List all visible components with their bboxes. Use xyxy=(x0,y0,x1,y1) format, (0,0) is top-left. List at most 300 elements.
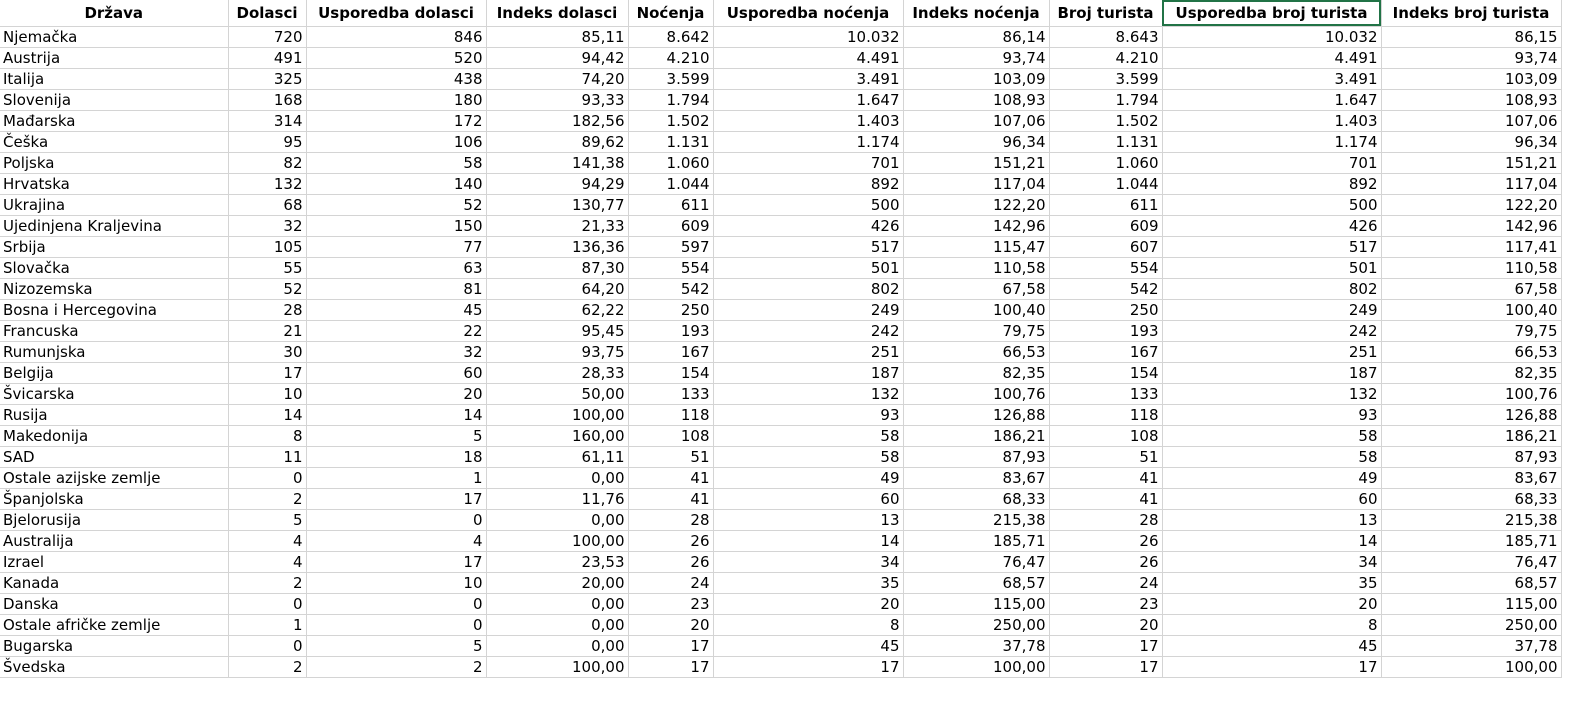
value-cell[interactable]: 11 xyxy=(228,446,306,467)
value-cell[interactable]: 1.794 xyxy=(1049,89,1162,110)
value-cell[interactable]: 517 xyxy=(1162,236,1381,257)
value-cell[interactable]: 94,42 xyxy=(486,47,628,68)
value-cell[interactable]: 117,41 xyxy=(1381,236,1561,257)
value-cell[interactable]: 607 xyxy=(1049,236,1162,257)
value-cell[interactable]: 126,88 xyxy=(1381,404,1561,425)
value-cell[interactable]: 426 xyxy=(713,215,903,236)
value-cell[interactable]: 23,53 xyxy=(486,551,628,572)
value-cell[interactable]: 249 xyxy=(713,299,903,320)
value-cell[interactable]: 21,33 xyxy=(486,215,628,236)
value-cell[interactable]: 4.210 xyxy=(1049,47,1162,68)
country-cell[interactable]: Slovenija xyxy=(0,89,228,110)
value-cell[interactable]: 100,40 xyxy=(1381,299,1561,320)
value-cell[interactable]: 242 xyxy=(1162,320,1381,341)
value-cell[interactable]: 82,35 xyxy=(903,362,1049,383)
value-cell[interactable]: 250 xyxy=(628,299,713,320)
value-cell[interactable]: 110,58 xyxy=(903,257,1049,278)
value-cell[interactable]: 17 xyxy=(228,362,306,383)
value-cell[interactable]: 20 xyxy=(628,614,713,635)
value-cell[interactable]: 67,58 xyxy=(1381,278,1561,299)
column-header[interactable]: Indeks broj turista xyxy=(1381,0,1561,26)
value-cell[interactable]: 58 xyxy=(1162,446,1381,467)
value-cell[interactable]: 609 xyxy=(628,215,713,236)
value-cell[interactable]: 701 xyxy=(713,152,903,173)
value-cell[interactable]: 250,00 xyxy=(903,614,1049,635)
value-cell[interactable]: 117,04 xyxy=(903,173,1049,194)
value-cell[interactable]: 117,04 xyxy=(1381,173,1561,194)
value-cell[interactable]: 96,34 xyxy=(903,131,1049,152)
column-header[interactable]: Usporedba dolasci xyxy=(306,0,486,26)
value-cell[interactable]: 140 xyxy=(306,173,486,194)
value-cell[interactable]: 81 xyxy=(306,278,486,299)
value-cell[interactable]: 1 xyxy=(228,614,306,635)
value-cell[interactable]: 14 xyxy=(713,530,903,551)
value-cell[interactable]: 3.599 xyxy=(628,68,713,89)
column-header[interactable]: Indeks dolasci xyxy=(486,0,628,26)
value-cell[interactable]: 5 xyxy=(306,425,486,446)
value-cell[interactable]: 136,36 xyxy=(486,236,628,257)
value-cell[interactable]: 41 xyxy=(628,488,713,509)
value-cell[interactable]: 76,47 xyxy=(1381,551,1561,572)
value-cell[interactable]: 4 xyxy=(306,530,486,551)
value-cell[interactable]: 5 xyxy=(228,509,306,530)
column-header[interactable]: Usporedba broj turista xyxy=(1162,0,1381,26)
value-cell[interactable]: 100,76 xyxy=(1381,383,1561,404)
value-cell[interactable]: 167 xyxy=(628,341,713,362)
country-cell[interactable]: Ostale azijske zemlje xyxy=(0,467,228,488)
value-cell[interactable]: 82 xyxy=(228,152,306,173)
value-cell[interactable]: 10 xyxy=(306,572,486,593)
value-cell[interactable]: 122,20 xyxy=(1381,194,1561,215)
value-cell[interactable]: 542 xyxy=(628,278,713,299)
country-cell[interactable]: Ukrajina xyxy=(0,194,228,215)
value-cell[interactable]: 87,30 xyxy=(486,257,628,278)
value-cell[interactable]: 17 xyxy=(628,635,713,656)
value-cell[interactable]: 17 xyxy=(1049,635,1162,656)
value-cell[interactable]: 68 xyxy=(228,194,306,215)
value-cell[interactable]: 1 xyxy=(306,467,486,488)
value-cell[interactable]: 58 xyxy=(713,446,903,467)
value-cell[interactable]: 802 xyxy=(1162,278,1381,299)
value-cell[interactable]: 64,20 xyxy=(486,278,628,299)
value-cell[interactable]: 17 xyxy=(713,656,903,677)
value-cell[interactable]: 500 xyxy=(713,194,903,215)
value-cell[interactable]: 3.491 xyxy=(1162,68,1381,89)
value-cell[interactable]: 35 xyxy=(713,572,903,593)
value-cell[interactable]: 242 xyxy=(713,320,903,341)
value-cell[interactable]: 0,00 xyxy=(486,614,628,635)
country-cell[interactable]: Hrvatska xyxy=(0,173,228,194)
value-cell[interactable]: 4 xyxy=(228,530,306,551)
value-cell[interactable]: 215,38 xyxy=(903,509,1049,530)
value-cell[interactable]: 4.491 xyxy=(713,47,903,68)
value-cell[interactable]: 93,74 xyxy=(903,47,1049,68)
value-cell[interactable]: 108 xyxy=(1049,425,1162,446)
value-cell[interactable]: 0 xyxy=(228,467,306,488)
value-cell[interactable]: 1.403 xyxy=(1162,110,1381,131)
value-cell[interactable]: 250 xyxy=(1049,299,1162,320)
value-cell[interactable]: 45 xyxy=(306,299,486,320)
value-cell[interactable]: 68,57 xyxy=(1381,572,1561,593)
value-cell[interactable]: 95 xyxy=(228,131,306,152)
value-cell[interactable]: 1.174 xyxy=(713,131,903,152)
value-cell[interactable]: 63 xyxy=(306,257,486,278)
value-cell[interactable]: 41 xyxy=(628,467,713,488)
value-cell[interactable]: 0,00 xyxy=(486,635,628,656)
value-cell[interactable]: 10.032 xyxy=(713,26,903,47)
country-cell[interactable]: Nizozemska xyxy=(0,278,228,299)
value-cell[interactable]: 142,96 xyxy=(1381,215,1561,236)
value-cell[interactable]: 107,06 xyxy=(903,110,1049,131)
value-cell[interactable]: 1.174 xyxy=(1162,131,1381,152)
column-header[interactable]: Noćenja xyxy=(628,0,713,26)
value-cell[interactable]: 108,93 xyxy=(1381,89,1561,110)
value-cell[interactable]: 20 xyxy=(1162,593,1381,614)
value-cell[interactable]: 325 xyxy=(228,68,306,89)
value-cell[interactable]: 115,00 xyxy=(1381,593,1561,614)
country-cell[interactable]: Rusija xyxy=(0,404,228,425)
value-cell[interactable]: 8.642 xyxy=(628,26,713,47)
value-cell[interactable]: 60 xyxy=(1162,488,1381,509)
value-cell[interactable]: 45 xyxy=(1162,635,1381,656)
value-cell[interactable]: 100,00 xyxy=(486,656,628,677)
value-cell[interactable]: 26 xyxy=(1049,530,1162,551)
value-cell[interactable]: 83,67 xyxy=(1381,467,1561,488)
value-cell[interactable]: 20 xyxy=(1049,614,1162,635)
value-cell[interactable]: 182,56 xyxy=(486,110,628,131)
value-cell[interactable]: 17 xyxy=(628,656,713,677)
value-cell[interactable]: 93,75 xyxy=(486,341,628,362)
value-cell[interactable]: 76,47 xyxy=(903,551,1049,572)
value-cell[interactable]: 93,33 xyxy=(486,89,628,110)
value-cell[interactable]: 1.060 xyxy=(628,152,713,173)
value-cell[interactable]: 17 xyxy=(1049,656,1162,677)
value-cell[interactable]: 67,58 xyxy=(903,278,1049,299)
value-cell[interactable]: 542 xyxy=(1049,278,1162,299)
value-cell[interactable]: 2 xyxy=(228,488,306,509)
country-cell[interactable]: Srbija xyxy=(0,236,228,257)
country-cell[interactable]: Francuska xyxy=(0,320,228,341)
value-cell[interactable]: 28 xyxy=(628,509,713,530)
value-cell[interactable]: 13 xyxy=(1162,509,1381,530)
value-cell[interactable]: 68,33 xyxy=(1381,488,1561,509)
value-cell[interactable]: 100,00 xyxy=(1381,656,1561,677)
country-cell[interactable]: Bosna i Hercegovina xyxy=(0,299,228,320)
value-cell[interactable]: 150 xyxy=(306,215,486,236)
value-cell[interactable]: 14 xyxy=(228,404,306,425)
value-cell[interactable]: 93 xyxy=(713,404,903,425)
value-cell[interactable]: 96,34 xyxy=(1381,131,1561,152)
value-cell[interactable]: 8 xyxy=(713,614,903,635)
value-cell[interactable]: 35 xyxy=(1162,572,1381,593)
value-cell[interactable]: 0,00 xyxy=(486,509,628,530)
value-cell[interactable]: 118 xyxy=(628,404,713,425)
value-cell[interactable]: 185,71 xyxy=(903,530,1049,551)
value-cell[interactable]: 193 xyxy=(1049,320,1162,341)
value-cell[interactable]: 8 xyxy=(1162,614,1381,635)
value-cell[interactable]: 86,15 xyxy=(1381,26,1561,47)
country-cell[interactable]: Švedska xyxy=(0,656,228,677)
value-cell[interactable]: 26 xyxy=(628,530,713,551)
value-cell[interactable]: 60 xyxy=(713,488,903,509)
value-cell[interactable]: 22 xyxy=(306,320,486,341)
value-cell[interactable]: 186,21 xyxy=(1381,425,1561,446)
value-cell[interactable]: 554 xyxy=(628,257,713,278)
value-cell[interactable]: 1.131 xyxy=(1049,131,1162,152)
value-cell[interactable]: 151,21 xyxy=(903,152,1049,173)
value-cell[interactable]: 1.060 xyxy=(1049,152,1162,173)
value-cell[interactable]: 108 xyxy=(628,425,713,446)
value-cell[interactable]: 50,00 xyxy=(486,383,628,404)
value-cell[interactable]: 501 xyxy=(1162,257,1381,278)
value-cell[interactable]: 24 xyxy=(1049,572,1162,593)
country-cell[interactable]: Švicarska xyxy=(0,383,228,404)
value-cell[interactable]: 87,93 xyxy=(903,446,1049,467)
value-cell[interactable]: 0 xyxy=(228,593,306,614)
value-cell[interactable]: 100,00 xyxy=(486,530,628,551)
country-cell[interactable]: Slovačka xyxy=(0,257,228,278)
value-cell[interactable]: 103,09 xyxy=(903,68,1049,89)
value-cell[interactable]: 58 xyxy=(1162,425,1381,446)
value-cell[interactable]: 100,40 xyxy=(903,299,1049,320)
value-cell[interactable]: 10.032 xyxy=(1162,26,1381,47)
value-cell[interactable]: 32 xyxy=(228,215,306,236)
value-cell[interactable]: 77 xyxy=(306,236,486,257)
value-cell[interactable]: 2 xyxy=(228,656,306,677)
value-cell[interactable]: 8.643 xyxy=(1049,26,1162,47)
country-cell[interactable]: Belgija xyxy=(0,362,228,383)
country-cell[interactable]: Australija xyxy=(0,530,228,551)
value-cell[interactable]: 52 xyxy=(228,278,306,299)
value-cell[interactable]: 68,33 xyxy=(903,488,1049,509)
value-cell[interactable]: 154 xyxy=(628,362,713,383)
value-cell[interactable]: 438 xyxy=(306,68,486,89)
country-cell[interactable]: Bugarska xyxy=(0,635,228,656)
value-cell[interactable]: 4.210 xyxy=(628,47,713,68)
value-cell[interactable]: 115,47 xyxy=(903,236,1049,257)
value-cell[interactable]: 0 xyxy=(228,635,306,656)
value-cell[interactable]: 1.044 xyxy=(1049,173,1162,194)
value-cell[interactable]: 1.131 xyxy=(628,131,713,152)
value-cell[interactable]: 122,20 xyxy=(903,194,1049,215)
country-cell[interactable]: Ostale afričke zemlje xyxy=(0,614,228,635)
value-cell[interactable]: 23 xyxy=(628,593,713,614)
value-cell[interactable]: 892 xyxy=(713,173,903,194)
value-cell[interactable]: 720 xyxy=(228,26,306,47)
value-cell[interactable]: 62,22 xyxy=(486,299,628,320)
value-cell[interactable]: 701 xyxy=(1162,152,1381,173)
value-cell[interactable]: 52 xyxy=(306,194,486,215)
value-cell[interactable]: 30 xyxy=(228,341,306,362)
value-cell[interactable]: 5 xyxy=(306,635,486,656)
value-cell[interactable]: 83,67 xyxy=(903,467,1049,488)
value-cell[interactable]: 167 xyxy=(1049,341,1162,362)
value-cell[interactable]: 86,14 xyxy=(903,26,1049,47)
value-cell[interactable]: 51 xyxy=(1049,446,1162,467)
country-cell[interactable]: SAD xyxy=(0,446,228,467)
value-cell[interactable]: 89,62 xyxy=(486,131,628,152)
value-cell[interactable]: 193 xyxy=(628,320,713,341)
value-cell[interactable]: 94,29 xyxy=(486,173,628,194)
value-cell[interactable]: 58 xyxy=(306,152,486,173)
value-cell[interactable]: 100,76 xyxy=(903,383,1049,404)
value-cell[interactable]: 14 xyxy=(1162,530,1381,551)
value-cell[interactable]: 0,00 xyxy=(486,467,628,488)
value-cell[interactable]: 17 xyxy=(306,488,486,509)
value-cell[interactable]: 17 xyxy=(1162,656,1381,677)
value-cell[interactable]: 28 xyxy=(228,299,306,320)
value-cell[interactable]: 58 xyxy=(713,425,903,446)
value-cell[interactable]: 26 xyxy=(1049,551,1162,572)
value-cell[interactable]: 180 xyxy=(306,89,486,110)
country-cell[interactable]: Danska xyxy=(0,593,228,614)
value-cell[interactable]: 20,00 xyxy=(486,572,628,593)
value-cell[interactable]: 3.491 xyxy=(713,68,903,89)
value-cell[interactable]: 49 xyxy=(1162,467,1381,488)
value-cell[interactable]: 55 xyxy=(228,257,306,278)
value-cell[interactable]: 151,21 xyxy=(1381,152,1561,173)
value-cell[interactable]: 14 xyxy=(306,404,486,425)
value-cell[interactable]: 100,00 xyxy=(486,404,628,425)
value-cell[interactable]: 79,75 xyxy=(903,320,1049,341)
value-cell[interactable]: 314 xyxy=(228,110,306,131)
value-cell[interactable]: 491 xyxy=(228,47,306,68)
value-cell[interactable]: 132 xyxy=(713,383,903,404)
value-cell[interactable]: 37,78 xyxy=(903,635,1049,656)
value-cell[interactable]: 187 xyxy=(1162,362,1381,383)
value-cell[interactable]: 66,53 xyxy=(1381,341,1561,362)
value-cell[interactable]: 118 xyxy=(1049,404,1162,425)
value-cell[interactable]: 26 xyxy=(628,551,713,572)
country-cell[interactable]: Bjelorusija xyxy=(0,509,228,530)
value-cell[interactable]: 20 xyxy=(713,593,903,614)
value-cell[interactable]: 802 xyxy=(713,278,903,299)
value-cell[interactable]: 141,38 xyxy=(486,152,628,173)
column-header[interactable]: Broj turista xyxy=(1049,0,1162,26)
value-cell[interactable]: 251 xyxy=(713,341,903,362)
value-cell[interactable]: 103,09 xyxy=(1381,68,1561,89)
value-cell[interactable]: 0 xyxy=(306,509,486,530)
value-cell[interactable]: 0 xyxy=(306,614,486,635)
value-cell[interactable]: 100,00 xyxy=(903,656,1049,677)
value-cell[interactable]: 79,75 xyxy=(1381,320,1561,341)
value-cell[interactable]: 554 xyxy=(1049,257,1162,278)
value-cell[interactable]: 11,76 xyxy=(486,488,628,509)
value-cell[interactable]: 130,77 xyxy=(486,194,628,215)
value-cell[interactable]: 37,78 xyxy=(1381,635,1561,656)
country-cell[interactable]: Ujedinjena Kraljevina xyxy=(0,215,228,236)
value-cell[interactable]: 32 xyxy=(306,341,486,362)
value-cell[interactable]: 74,20 xyxy=(486,68,628,89)
value-cell[interactable]: 93 xyxy=(1162,404,1381,425)
value-cell[interactable]: 10 xyxy=(228,383,306,404)
country-cell[interactable]: Njemačka xyxy=(0,26,228,47)
value-cell[interactable]: 185,71 xyxy=(1381,530,1561,551)
value-cell[interactable]: 68,57 xyxy=(903,572,1049,593)
value-cell[interactable]: 133 xyxy=(628,383,713,404)
value-cell[interactable]: 34 xyxy=(713,551,903,572)
value-cell[interactable]: 60 xyxy=(306,362,486,383)
value-cell[interactable]: 187 xyxy=(713,362,903,383)
value-cell[interactable]: 520 xyxy=(306,47,486,68)
value-cell[interactable]: 23 xyxy=(1049,593,1162,614)
value-cell[interactable]: 132 xyxy=(1162,383,1381,404)
value-cell[interactable]: 1.647 xyxy=(713,89,903,110)
value-cell[interactable]: 611 xyxy=(1049,194,1162,215)
value-cell[interactable]: 1.403 xyxy=(713,110,903,131)
value-cell[interactable]: 597 xyxy=(628,236,713,257)
value-cell[interactable]: 115,00 xyxy=(903,593,1049,614)
value-cell[interactable]: 501 xyxy=(713,257,903,278)
value-cell[interactable]: 107,06 xyxy=(1381,110,1561,131)
value-cell[interactable]: 1.044 xyxy=(628,173,713,194)
value-cell[interactable]: 20 xyxy=(306,383,486,404)
value-cell[interactable]: 45 xyxy=(713,635,903,656)
column-header[interactable]: Indeks noćenja xyxy=(903,0,1049,26)
country-cell[interactable]: Makedonija xyxy=(0,425,228,446)
value-cell[interactable]: 154 xyxy=(1049,362,1162,383)
column-header[interactable]: Dolasci xyxy=(228,0,306,26)
value-cell[interactable]: 892 xyxy=(1162,173,1381,194)
value-cell[interactable]: 95,45 xyxy=(486,320,628,341)
value-cell[interactable]: 21 xyxy=(228,320,306,341)
value-cell[interactable]: 1.502 xyxy=(1049,110,1162,131)
value-cell[interactable]: 1.502 xyxy=(628,110,713,131)
value-cell[interactable]: 0,00 xyxy=(486,593,628,614)
value-cell[interactable]: 82,35 xyxy=(1381,362,1561,383)
column-header[interactable]: Država xyxy=(0,0,228,26)
value-cell[interactable]: 0 xyxy=(306,593,486,614)
country-cell[interactable]: Mađarska xyxy=(0,110,228,131)
value-cell[interactable]: 133 xyxy=(1049,383,1162,404)
value-cell[interactable]: 28,33 xyxy=(486,362,628,383)
value-cell[interactable]: 106 xyxy=(306,131,486,152)
value-cell[interactable]: 500 xyxy=(1162,194,1381,215)
value-cell[interactable]: 13 xyxy=(713,509,903,530)
value-cell[interactable]: 41 xyxy=(1049,467,1162,488)
value-cell[interactable]: 18 xyxy=(306,446,486,467)
country-cell[interactable]: Austrija xyxy=(0,47,228,68)
value-cell[interactable]: 1.647 xyxy=(1162,89,1381,110)
value-cell[interactable]: 3.599 xyxy=(1049,68,1162,89)
value-cell[interactable]: 41 xyxy=(1049,488,1162,509)
value-cell[interactable]: 846 xyxy=(306,26,486,47)
value-cell[interactable]: 609 xyxy=(1049,215,1162,236)
value-cell[interactable]: 34 xyxy=(1162,551,1381,572)
column-header[interactable]: Usporedba noćenja xyxy=(713,0,903,26)
value-cell[interactable]: 24 xyxy=(628,572,713,593)
value-cell[interactable]: 251 xyxy=(1162,341,1381,362)
value-cell[interactable]: 1.794 xyxy=(628,89,713,110)
value-cell[interactable]: 93,74 xyxy=(1381,47,1561,68)
country-cell[interactable]: Kanada xyxy=(0,572,228,593)
value-cell[interactable]: 142,96 xyxy=(903,215,1049,236)
value-cell[interactable]: 186,21 xyxy=(903,425,1049,446)
country-cell[interactable]: Rumunjska xyxy=(0,341,228,362)
value-cell[interactable]: 250,00 xyxy=(1381,614,1561,635)
value-cell[interactable]: 249 xyxy=(1162,299,1381,320)
value-cell[interactable]: 160,00 xyxy=(486,425,628,446)
value-cell[interactable]: 105 xyxy=(228,236,306,257)
value-cell[interactable]: 51 xyxy=(628,446,713,467)
value-cell[interactable]: 4 xyxy=(228,551,306,572)
value-cell[interactable]: 66,53 xyxy=(903,341,1049,362)
value-cell[interactable]: 61,11 xyxy=(486,446,628,467)
value-cell[interactable]: 215,38 xyxy=(1381,509,1561,530)
value-cell[interactable]: 4.491 xyxy=(1162,47,1381,68)
value-cell[interactable]: 2 xyxy=(306,656,486,677)
value-cell[interactable]: 168 xyxy=(228,89,306,110)
